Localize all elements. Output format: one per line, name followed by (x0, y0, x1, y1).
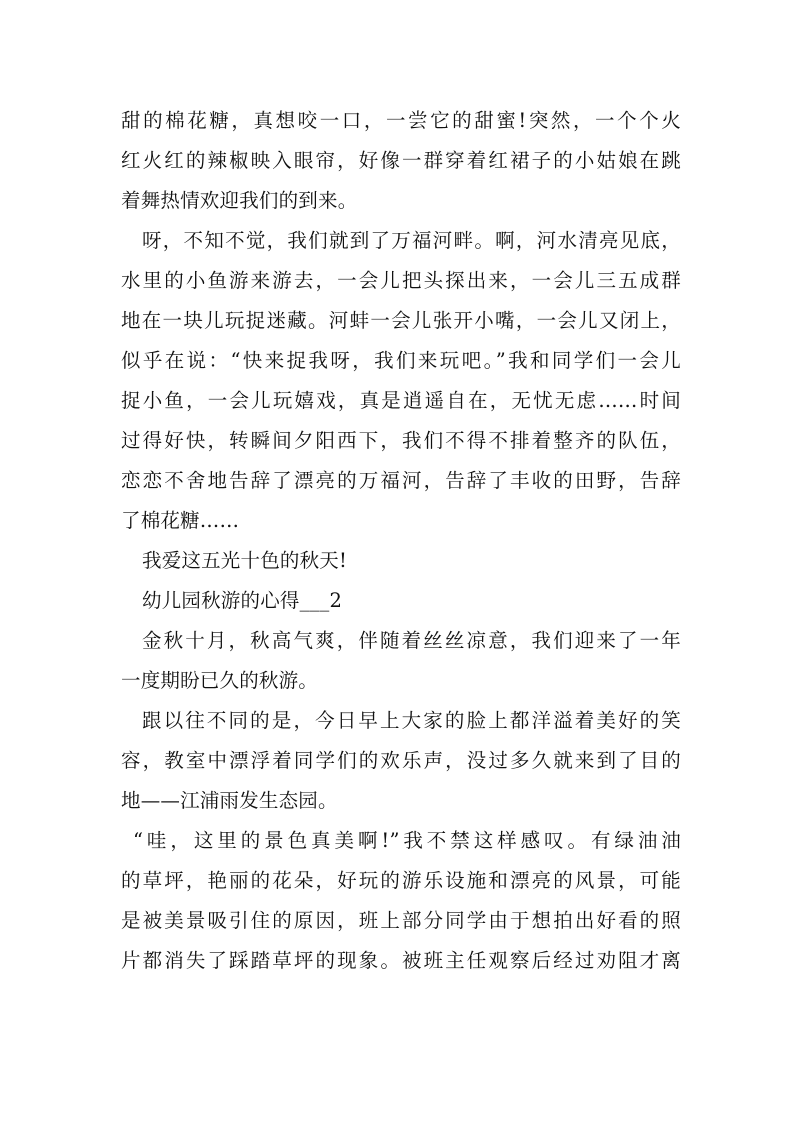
text-line: 是被美景吸引住的原因，班上部分同学由于想拍出好看的照 (121, 909, 681, 932)
text-line: 容，教室中漂浮着同学们的欢乐声，没过多久就来到了目的 (121, 749, 681, 772)
text-line: 恋恋不舍地告辞了漂亮的万福河，告辞了丰收的田野，告辞 (121, 469, 681, 492)
text-line: 片都消失了踩踏草坪的现象。被班主任观察后经过劝阻才离 (121, 949, 681, 972)
paragraph-start-line: “哇，这里的景色真美啊!”我不禁这样感叹。有绿油油 (133, 829, 681, 852)
paragraph-start-line: 金秋十月，秋高气爽，伴随着丝丝凉意，我们迎来了一年 (142, 629, 681, 652)
text-line: 水里的小鱼游来游去，一会儿把头探出来，一会儿三五成群 (121, 269, 681, 292)
paragraph-start-line: 跟以往不同的是，今日早上大家的脸上都洋溢着美好的笑 (142, 709, 681, 732)
text-line: 的草坪，艳丽的花朵，好玩的游乐设施和漂亮的风景，可能 (121, 869, 681, 892)
text-line: 红火红的辣椒映入眼帘，好像一群穿着红裙子的小姑娘在跳 (121, 149, 681, 172)
text-line: 甜的棉花糖，真想咬一口，一尝它的甜蜜!突然，一个个火 (121, 109, 681, 132)
text-line: 捉小鱼，一会儿玩嬉戏，真是逍遥自在，无忧无虑……时间 (121, 389, 681, 412)
paragraph-start-line: 呀，不知不觉，我们就到了万福河畔。啊，河水清亮见底， (142, 229, 681, 252)
text-line: 过得好快，转瞬间夕阳西下，我们不得不排着整齐的队伍， (121, 429, 681, 452)
text-line: 似乎在说：“快来捉我呀，我们来玩吧。”我和同学们一会儿 (121, 349, 681, 372)
text-line: 地在一块儿玩捉迷藏。河蚌一会儿张开小嘴，一会儿又闭上， (121, 309, 681, 332)
paragraph-line: 我爱这五光十色的秋天! (142, 549, 348, 572)
text-line: 着舞热情欢迎我们的到来。 (121, 189, 358, 212)
section-heading: 幼儿园秋游的心得___2 (142, 589, 343, 612)
text-line: 一度期盼已久的秋游。 (121, 669, 319, 692)
text-line: 了棉花糖…… (121, 509, 240, 532)
text-line: 地——江浦雨发生态园。 (121, 789, 338, 812)
